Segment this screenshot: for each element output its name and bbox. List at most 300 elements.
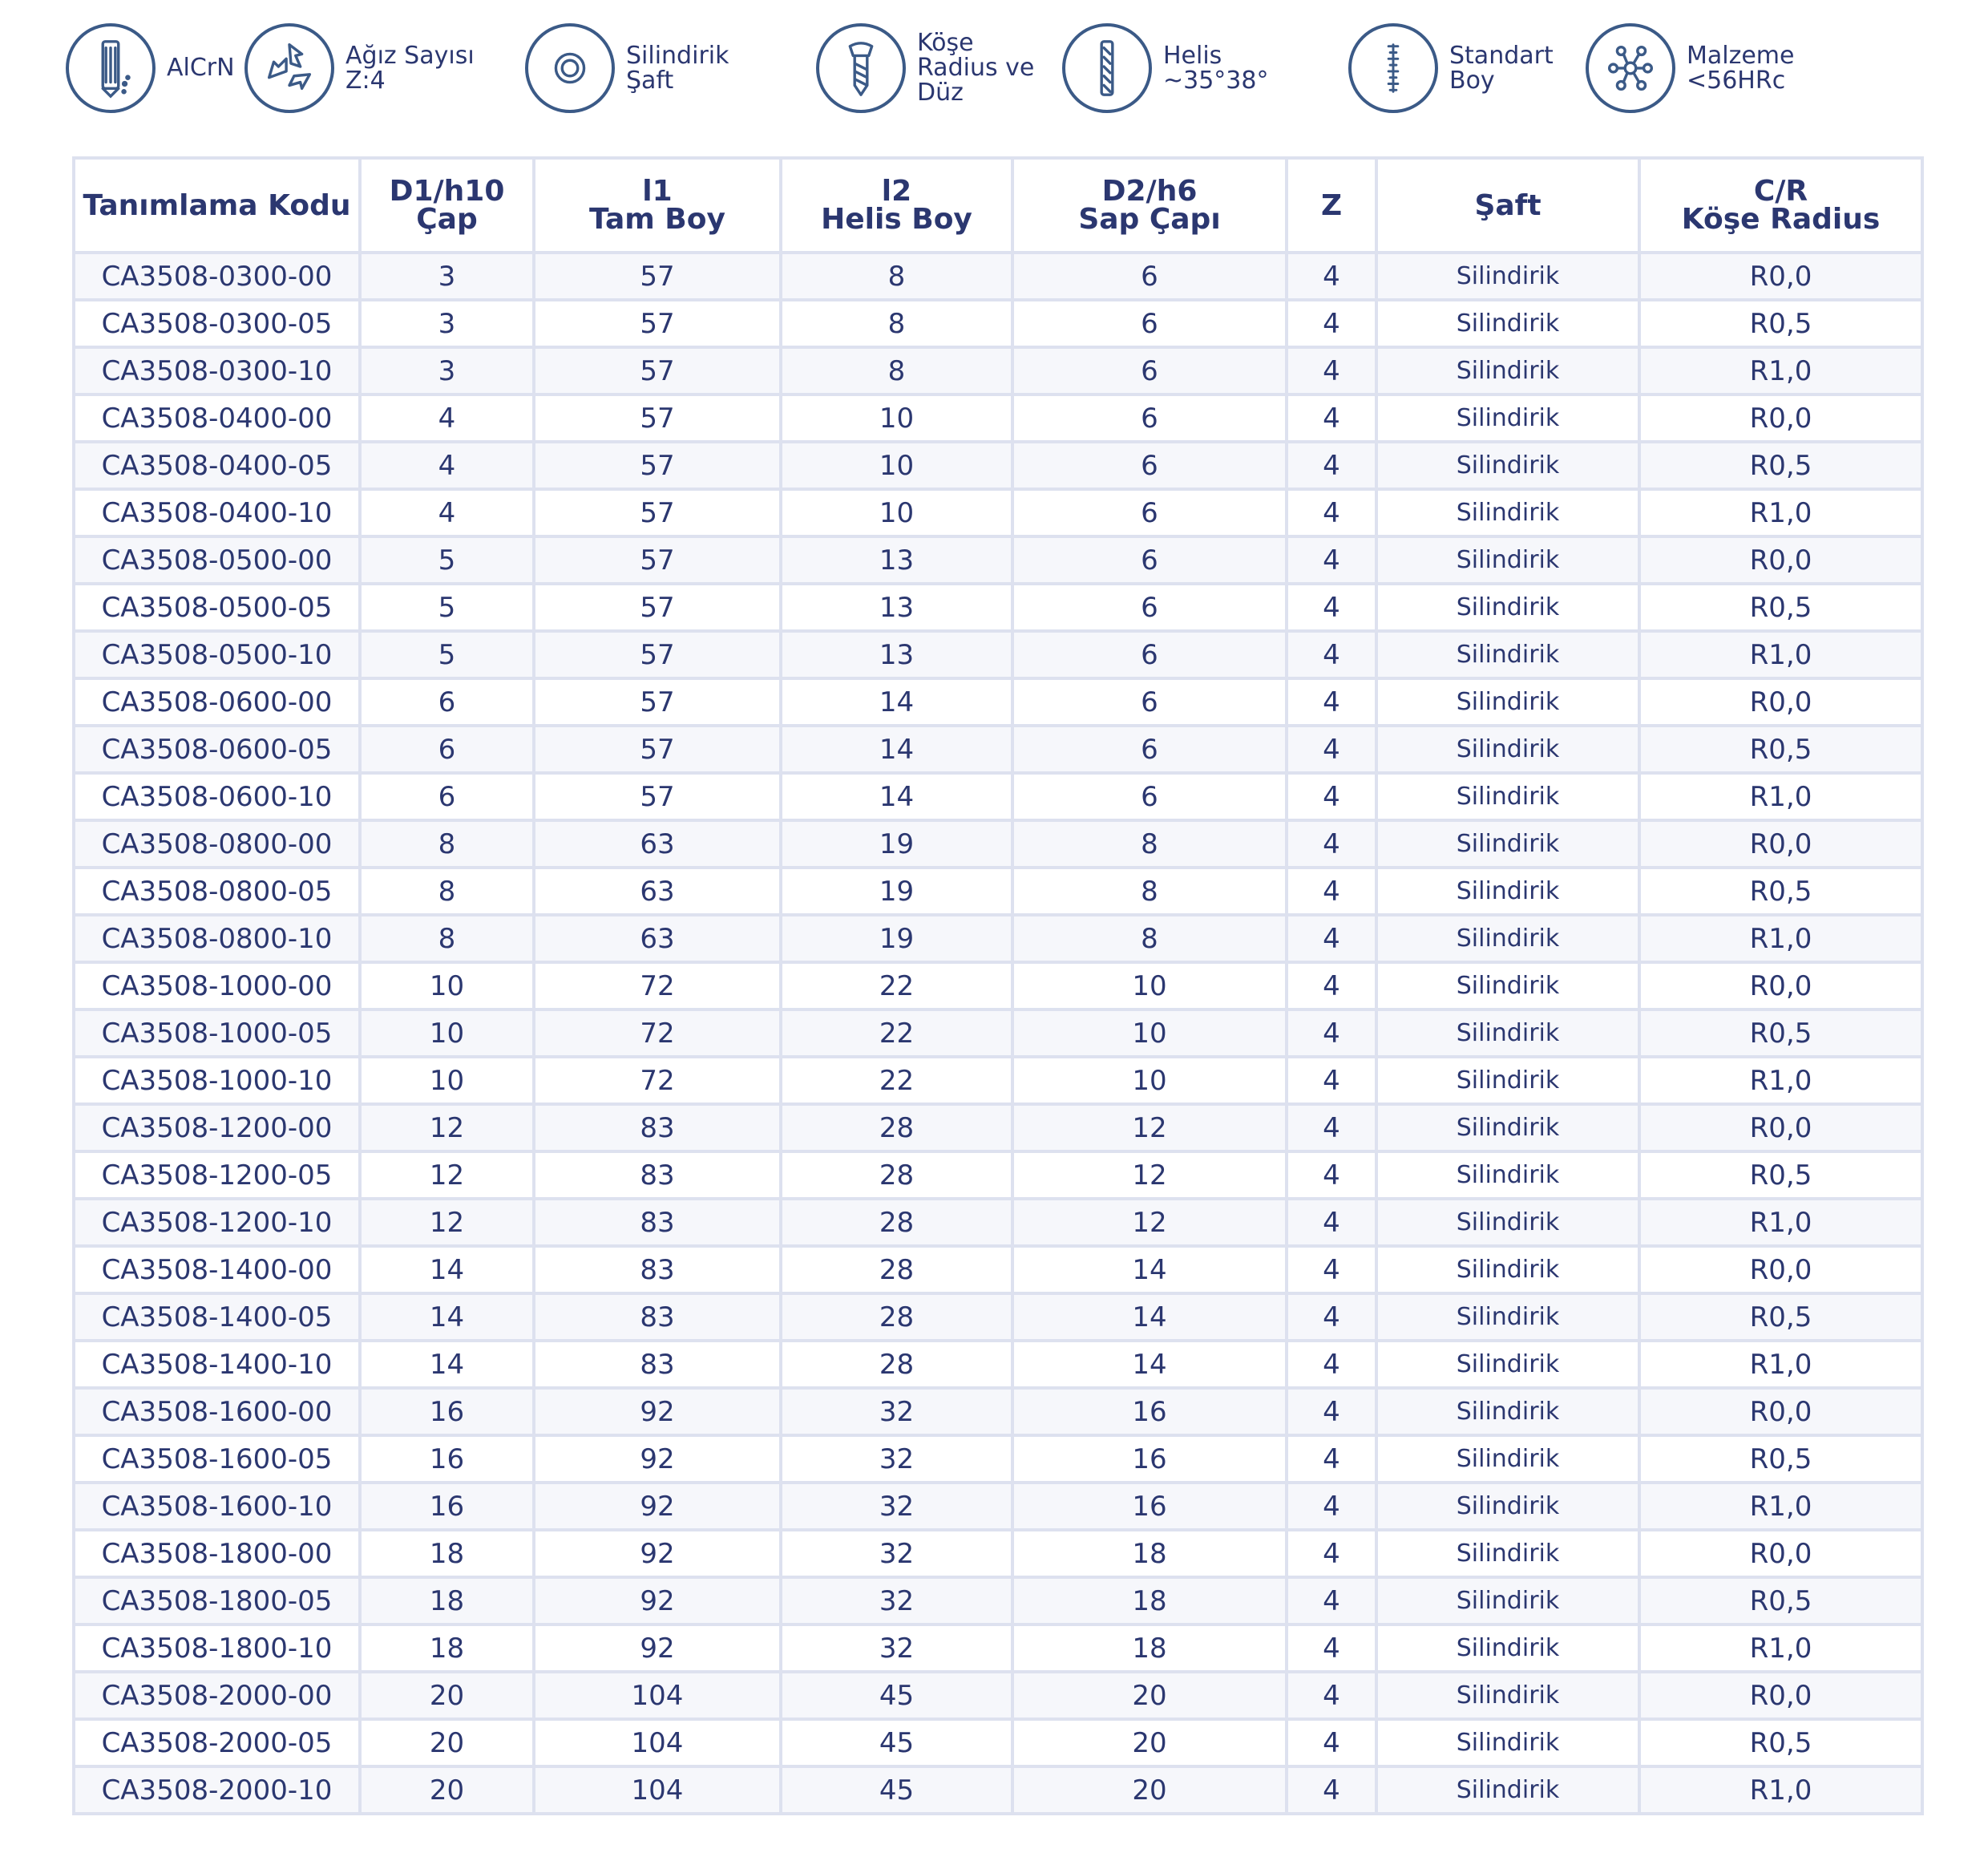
cell-total-length: 57: [534, 347, 781, 394]
cell-code: CA3508-0600-10: [74, 773, 360, 820]
cell-corner-radius: R1,0: [1639, 1341, 1922, 1388]
cell-helix-length: 45: [781, 1766, 1012, 1814]
ruler-length-icon: [1348, 23, 1438, 113]
cell-shank-diameter: 6: [1012, 536, 1287, 584]
cell-corner-radius: R0,5: [1639, 1577, 1922, 1624]
table-row: [74, 631, 1922, 678]
feature-helix-text: [1163, 43, 1268, 93]
cell-flutes: 4: [1287, 1009, 1376, 1057]
cell-shaft: Silindirik: [1376, 1199, 1639, 1246]
header-label: Helis Boy: [821, 203, 972, 236]
table-row: [74, 1435, 1922, 1483]
feature-coating: [66, 18, 235, 118]
cell-total-length: 92: [534, 1530, 781, 1577]
cell-diameter: 6: [360, 773, 534, 820]
cell-diameter: 18: [360, 1530, 534, 1577]
cell-helix-length: 13: [781, 536, 1012, 584]
table-row: [74, 1199, 1922, 1246]
cell-total-length: 72: [534, 1009, 781, 1057]
cell-code: CA3508-0300-10: [74, 347, 360, 394]
cell-shaft: Silindirik: [1376, 868, 1639, 915]
cell-helix-length: 22: [781, 1057, 1012, 1104]
spec-table-body: [74, 253, 1922, 1814]
cell-shank-diameter: 8: [1012, 868, 1287, 915]
cell-diameter: 3: [360, 300, 534, 347]
cell-total-length: 92: [534, 1577, 781, 1624]
table-row: [74, 1530, 1922, 1577]
cell-code: CA3508-0600-05: [74, 726, 360, 773]
table-row: [74, 678, 1922, 726]
cell-flutes: 4: [1287, 631, 1376, 678]
cell-shaft: Silindirik: [1376, 726, 1639, 773]
cell-diameter: 14: [360, 1341, 534, 1388]
cell-code: CA3508-0400-00: [74, 394, 360, 442]
cell-code: CA3508-0300-05: [74, 300, 360, 347]
cell-helix-length: 8: [781, 347, 1012, 394]
cell-diameter: 12: [360, 1199, 534, 1246]
cell-flutes: 4: [1287, 678, 1376, 726]
cell-code: CA3508-1000-10: [74, 1057, 360, 1104]
cell-code: CA3508-0500-10: [74, 631, 360, 678]
header-col-flutes: [1287, 158, 1376, 253]
cell-code: CA3508-1600-05: [74, 1435, 360, 1483]
feature-coating-text: [167, 55, 235, 80]
table-row: [74, 1483, 1922, 1530]
table-row: [74, 489, 1922, 536]
table-row: [74, 1246, 1922, 1293]
cell-shaft: Silindirik: [1376, 1104, 1639, 1151]
cell-total-length: 63: [534, 915, 781, 962]
cell-total-length: 57: [534, 489, 781, 536]
cell-diameter: 4: [360, 394, 534, 442]
cell-code: CA3508-1800-05: [74, 1577, 360, 1624]
molecule-material-icon: [1586, 23, 1675, 113]
table-row: [74, 1009, 1922, 1057]
cell-helix-length: 10: [781, 394, 1012, 442]
cell-helix-length: 32: [781, 1530, 1012, 1577]
cell-corner-radius: R0,0: [1639, 1104, 1922, 1151]
cell-code: CA3508-0500-00: [74, 536, 360, 584]
cell-shaft: Silindirik: [1376, 1388, 1639, 1435]
header-label: D2/h6: [1101, 175, 1198, 208]
cell-shaft: Silindirik: [1376, 1246, 1639, 1293]
cell-shank-diameter: 6: [1012, 394, 1287, 442]
cell-flutes: 4: [1287, 1151, 1376, 1199]
cell-corner-radius: R0,5: [1639, 300, 1922, 347]
cell-helix-length: 22: [781, 962, 1012, 1009]
cell-diameter: 18: [360, 1624, 534, 1672]
cell-flutes: 4: [1287, 726, 1376, 773]
feature-flutes-text: [345, 43, 475, 93]
cell-shank-diameter: 6: [1012, 253, 1287, 300]
cell-code: CA3508-2000-10: [74, 1766, 360, 1814]
cell-shank-diameter: 18: [1012, 1577, 1287, 1624]
feature-material: [1586, 18, 1795, 118]
header-label: l2: [881, 175, 912, 208]
cell-total-length: 104: [534, 1719, 781, 1766]
feature-shank-line: Şaft: [626, 66, 674, 95]
cell-corner-radius: R0,0: [1639, 1388, 1922, 1435]
cell-corner-radius: R0,0: [1639, 820, 1922, 868]
cell-shank-diameter: 6: [1012, 584, 1287, 631]
feature-material-text: [1687, 43, 1795, 93]
cell-diameter: 6: [360, 726, 534, 773]
cell-shaft: Silindirik: [1376, 442, 1639, 489]
cell-diameter: 12: [360, 1104, 534, 1151]
cell-flutes: 4: [1287, 1435, 1376, 1483]
feature-shank: [525, 18, 729, 118]
cell-total-length: 92: [534, 1388, 781, 1435]
cell-corner-radius: R0,0: [1639, 1530, 1922, 1577]
cell-shaft: Silindirik: [1376, 1577, 1639, 1624]
feature-length: [1348, 18, 1554, 118]
cell-shaft: Silindirik: [1376, 1530, 1639, 1577]
cell-code: CA3508-1600-00: [74, 1388, 360, 1435]
cell-diameter: 3: [360, 253, 534, 300]
cell-shaft: Silindirik: [1376, 536, 1639, 584]
cell-flutes: 4: [1287, 394, 1376, 442]
cell-total-length: 57: [534, 584, 781, 631]
cell-total-length: 57: [534, 536, 781, 584]
cell-shaft: Silindirik: [1376, 1341, 1639, 1388]
cell-corner-radius: R0,5: [1639, 868, 1922, 915]
cell-shank-diameter: 20: [1012, 1766, 1287, 1814]
cell-flutes: 4: [1287, 1104, 1376, 1151]
cell-shaft: Silindirik: [1376, 1672, 1639, 1719]
cell-flutes: 4: [1287, 1246, 1376, 1293]
cell-flutes: 4: [1287, 584, 1376, 631]
cell-total-length: 83: [534, 1199, 781, 1246]
cell-diameter: 5: [360, 631, 534, 678]
cell-helix-length: 32: [781, 1435, 1012, 1483]
cell-shank-diameter: 18: [1012, 1624, 1287, 1672]
cell-total-length: 92: [534, 1435, 781, 1483]
cell-flutes: 4: [1287, 1672, 1376, 1719]
cell-shaft: Silindirik: [1376, 1151, 1639, 1199]
cell-diameter: 4: [360, 442, 534, 489]
cell-total-length: 57: [534, 631, 781, 678]
cell-flutes: 4: [1287, 868, 1376, 915]
header-label: l1: [642, 175, 673, 208]
cell-total-length: 63: [534, 820, 781, 868]
cell-helix-length: 28: [781, 1199, 1012, 1246]
cell-code: CA3508-0800-00: [74, 820, 360, 868]
cell-corner-radius: R0,5: [1639, 1435, 1922, 1483]
cell-shank-diameter: 14: [1012, 1246, 1287, 1293]
table-row: [74, 300, 1922, 347]
cell-flutes: 4: [1287, 1199, 1376, 1246]
feature-shank-line: Silindirik: [626, 41, 729, 70]
cell-helix-length: 32: [781, 1577, 1012, 1624]
cell-helix-length: 28: [781, 1341, 1012, 1388]
cell-flutes: 4: [1287, 1057, 1376, 1104]
cell-diameter: 14: [360, 1246, 534, 1293]
cell-shank-diameter: 18: [1012, 1530, 1287, 1577]
cell-helix-length: 32: [781, 1388, 1012, 1435]
table-row: [74, 726, 1922, 773]
cell-helix-length: 28: [781, 1246, 1012, 1293]
cell-corner-radius: R0,0: [1639, 536, 1922, 584]
table-row: [74, 1151, 1922, 1199]
feature-helix-line: ~35°38°: [1163, 66, 1269, 95]
cell-code: CA3508-1800-00: [74, 1530, 360, 1577]
cell-diameter: 6: [360, 678, 534, 726]
table-row: [74, 536, 1922, 584]
cell-helix-length: 10: [781, 442, 1012, 489]
cell-total-length: 92: [534, 1483, 781, 1530]
cell-helix-length: 8: [781, 253, 1012, 300]
cell-total-length: 83: [534, 1151, 781, 1199]
cell-diameter: 16: [360, 1435, 534, 1483]
cell-helix-length: 45: [781, 1672, 1012, 1719]
cell-code: CA3508-0300-00: [74, 253, 360, 300]
cell-corner-radius: R0,5: [1639, 726, 1922, 773]
cell-helix-length: 28: [781, 1293, 1012, 1341]
cell-shank-diameter: 6: [1012, 442, 1287, 489]
feature-length-line: Standart: [1449, 41, 1554, 70]
cell-code: CA3508-0500-05: [74, 584, 360, 631]
cell-helix-length: 32: [781, 1483, 1012, 1530]
cell-total-length: 63: [534, 868, 781, 915]
cell-corner-radius: R1,0: [1639, 1057, 1922, 1104]
cell-helix-length: 19: [781, 820, 1012, 868]
cell-helix-length: 13: [781, 584, 1012, 631]
cell-helix-length: 32: [781, 1624, 1012, 1672]
table-row: [74, 1766, 1922, 1814]
cell-flutes: 4: [1287, 536, 1376, 584]
feature-corner-line: Radius ve: [917, 54, 1035, 82]
table-row: [74, 773, 1922, 820]
cell-diameter: 14: [360, 1293, 534, 1341]
cell-shank-diameter: 6: [1012, 631, 1287, 678]
cell-shaft: Silindirik: [1376, 915, 1639, 962]
cell-helix-length: 28: [781, 1104, 1012, 1151]
cell-flutes: 4: [1287, 1624, 1376, 1672]
cell-diameter: 12: [360, 1151, 534, 1199]
cell-flutes: 4: [1287, 1341, 1376, 1388]
cell-helix-length: 22: [781, 1009, 1012, 1057]
feature-length-text: [1449, 43, 1554, 93]
cell-corner-radius: R1,0: [1639, 347, 1922, 394]
feature-length-line: Boy: [1449, 66, 1495, 95]
table-row: [74, 1388, 1922, 1435]
cell-flutes: 4: [1287, 253, 1376, 300]
cell-total-length: 57: [534, 253, 781, 300]
feature-flutes: [244, 18, 475, 118]
cell-shank-diameter: 12: [1012, 1104, 1287, 1151]
cell-helix-length: 19: [781, 915, 1012, 962]
cell-flutes: 4: [1287, 1483, 1376, 1530]
cell-helix-length: 14: [781, 773, 1012, 820]
cell-corner-radius: R1,0: [1639, 631, 1922, 678]
header-label: Sap Çapı: [1078, 203, 1221, 236]
cell-corner-radius: R1,0: [1639, 1624, 1922, 1672]
header-label: Z: [1320, 188, 1343, 222]
cell-total-length: 104: [534, 1766, 781, 1814]
cell-helix-length: 28: [781, 1151, 1012, 1199]
cell-corner-radius: R0,5: [1639, 1009, 1922, 1057]
cell-shaft: Silindirik: [1376, 253, 1639, 300]
table-row: [74, 584, 1922, 631]
cell-total-length: 57: [534, 300, 781, 347]
table-row: [74, 915, 1922, 962]
header-label: Şaft: [1474, 188, 1542, 222]
cell-corner-radius: R0,5: [1639, 584, 1922, 631]
table-row: [74, 1293, 1922, 1341]
corner-radius-tip-icon: [816, 23, 906, 113]
header-label: Köşe Radius: [1681, 203, 1881, 236]
cell-corner-radius: R0,0: [1639, 1246, 1922, 1293]
cell-total-length: 92: [534, 1624, 781, 1672]
cell-shank-diameter: 6: [1012, 300, 1287, 347]
cell-shaft: Silindirik: [1376, 1766, 1639, 1814]
cell-diameter: 8: [360, 915, 534, 962]
cell-flutes: 4: [1287, 489, 1376, 536]
cell-shaft: Silindirik: [1376, 1435, 1639, 1483]
cell-flutes: 4: [1287, 820, 1376, 868]
feature-corner-line: Köşe: [917, 29, 974, 57]
cell-shaft: Silindirik: [1376, 1009, 1639, 1057]
feature-shank-text: [626, 43, 729, 93]
cell-total-length: 57: [534, 394, 781, 442]
spec-table-header: [74, 158, 1922, 253]
cell-corner-radius: R0,5: [1639, 1719, 1922, 1766]
cell-flutes: 4: [1287, 1293, 1376, 1341]
cell-diameter: 18: [360, 1577, 534, 1624]
cell-diameter: 20: [360, 1766, 534, 1814]
cell-flutes: 4: [1287, 962, 1376, 1009]
cell-total-length: 72: [534, 962, 781, 1009]
cell-total-length: 83: [534, 1341, 781, 1388]
cell-diameter: 3: [360, 347, 534, 394]
table-row: [74, 347, 1922, 394]
table-row: [74, 868, 1922, 915]
cell-shank-diameter: 14: [1012, 1341, 1287, 1388]
helix-flute-icon: [1062, 23, 1152, 113]
cell-shank-diameter: 20: [1012, 1672, 1287, 1719]
cell-flutes: 4: [1287, 773, 1376, 820]
cell-shank-diameter: 16: [1012, 1483, 1287, 1530]
cell-corner-radius: R1,0: [1639, 915, 1922, 962]
table-row: [74, 962, 1922, 1009]
concentric-circles-icon: [525, 23, 615, 113]
cell-flutes: 4: [1287, 300, 1376, 347]
cell-diameter: 10: [360, 962, 534, 1009]
table-row: [74, 1057, 1922, 1104]
header-label: C/R: [1753, 175, 1808, 208]
cell-corner-radius: R0,0: [1639, 1672, 1922, 1719]
cell-shaft: Silindirik: [1376, 584, 1639, 631]
feature-helix: [1062, 18, 1268, 118]
cell-code: CA3508-1200-10: [74, 1199, 360, 1246]
cell-shank-diameter: 6: [1012, 726, 1287, 773]
cell-shank-diameter: 6: [1012, 489, 1287, 536]
cell-total-length: 104: [534, 1672, 781, 1719]
cell-flutes: 4: [1287, 1530, 1376, 1577]
cell-flutes: 4: [1287, 1577, 1376, 1624]
cell-code: CA3508-1000-00: [74, 962, 360, 1009]
header-col-shaft: [1376, 158, 1639, 253]
header-label: Çap: [416, 203, 478, 236]
cell-flutes: 4: [1287, 442, 1376, 489]
cell-corner-radius: R1,0: [1639, 489, 1922, 536]
cell-shaft: Silindirik: [1376, 489, 1639, 536]
cell-total-length: 83: [534, 1104, 781, 1151]
cell-helix-length: 10: [781, 489, 1012, 536]
table-row: [74, 1719, 1922, 1766]
cell-code: CA3508-0800-05: [74, 868, 360, 915]
cell-shaft: Silindirik: [1376, 1624, 1639, 1672]
cell-diameter: 8: [360, 868, 534, 915]
cell-helix-length: 8: [781, 300, 1012, 347]
cell-corner-radius: R1,0: [1639, 1766, 1922, 1814]
cell-flutes: 4: [1287, 1388, 1376, 1435]
cell-diameter: 20: [360, 1719, 534, 1766]
cell-shank-diameter: 6: [1012, 773, 1287, 820]
cell-diameter: 5: [360, 536, 534, 584]
cell-code: CA3508-0400-05: [74, 442, 360, 489]
cell-diameter: 5: [360, 584, 534, 631]
header-col-diameter: [360, 158, 534, 253]
cell-corner-radius: R0,5: [1639, 1151, 1922, 1199]
cell-total-length: 72: [534, 1057, 781, 1104]
cell-helix-length: 45: [781, 1719, 1012, 1766]
cell-shaft: Silindirik: [1376, 300, 1639, 347]
cell-code: CA3508-2000-00: [74, 1672, 360, 1719]
cell-corner-radius: R0,5: [1639, 442, 1922, 489]
cell-shank-diameter: 10: [1012, 1009, 1287, 1057]
cell-diameter: 4: [360, 489, 534, 536]
cell-diameter: 10: [360, 1057, 534, 1104]
cell-diameter: 10: [360, 1009, 534, 1057]
table-row: [74, 394, 1922, 442]
cell-shank-diameter: 10: [1012, 962, 1287, 1009]
cell-shaft: Silindirik: [1376, 773, 1639, 820]
cell-corner-radius: R0,0: [1639, 253, 1922, 300]
header-col-shank-diameter: [1012, 158, 1287, 253]
cell-shank-diameter: 6: [1012, 678, 1287, 726]
cell-shank-diameter: 8: [1012, 915, 1287, 962]
cell-code: CA3508-0400-10: [74, 489, 360, 536]
table-row: [74, 1341, 1922, 1388]
cell-code: CA3508-1800-10: [74, 1624, 360, 1672]
cell-code: CA3508-1200-05: [74, 1151, 360, 1199]
feature-corner-text: [917, 30, 1034, 105]
cell-shank-diameter: 12: [1012, 1199, 1287, 1246]
feature-helix-line: Helis: [1163, 41, 1222, 70]
cell-shaft: Silindirik: [1376, 962, 1639, 1009]
feature-coating-line: AlCrN: [167, 54, 235, 82]
cell-corner-radius: R0,0: [1639, 962, 1922, 1009]
cell-diameter: 16: [360, 1388, 534, 1435]
spec-table: [72, 156, 1924, 1815]
cell-helix-length: 19: [781, 868, 1012, 915]
cell-code: CA3508-0600-00: [74, 678, 360, 726]
cell-corner-radius: R1,0: [1639, 1199, 1922, 1246]
feature-flutes-line: Z:4: [345, 66, 386, 95]
cell-flutes: 4: [1287, 1766, 1376, 1814]
cell-shaft: Silindirik: [1376, 1057, 1639, 1104]
cell-code: CA3508-1400-05: [74, 1293, 360, 1341]
cell-code: CA3508-1400-10: [74, 1341, 360, 1388]
cell-shank-diameter: 10: [1012, 1057, 1287, 1104]
header-label: Tanımlama Kodu: [83, 188, 351, 222]
cell-diameter: 20: [360, 1672, 534, 1719]
cell-helix-length: 13: [781, 631, 1012, 678]
header-label: Tam Boy: [589, 203, 725, 236]
feature-flutes-line: Ağız Sayısı: [345, 41, 475, 70]
cell-shaft: Silindirik: [1376, 820, 1639, 868]
